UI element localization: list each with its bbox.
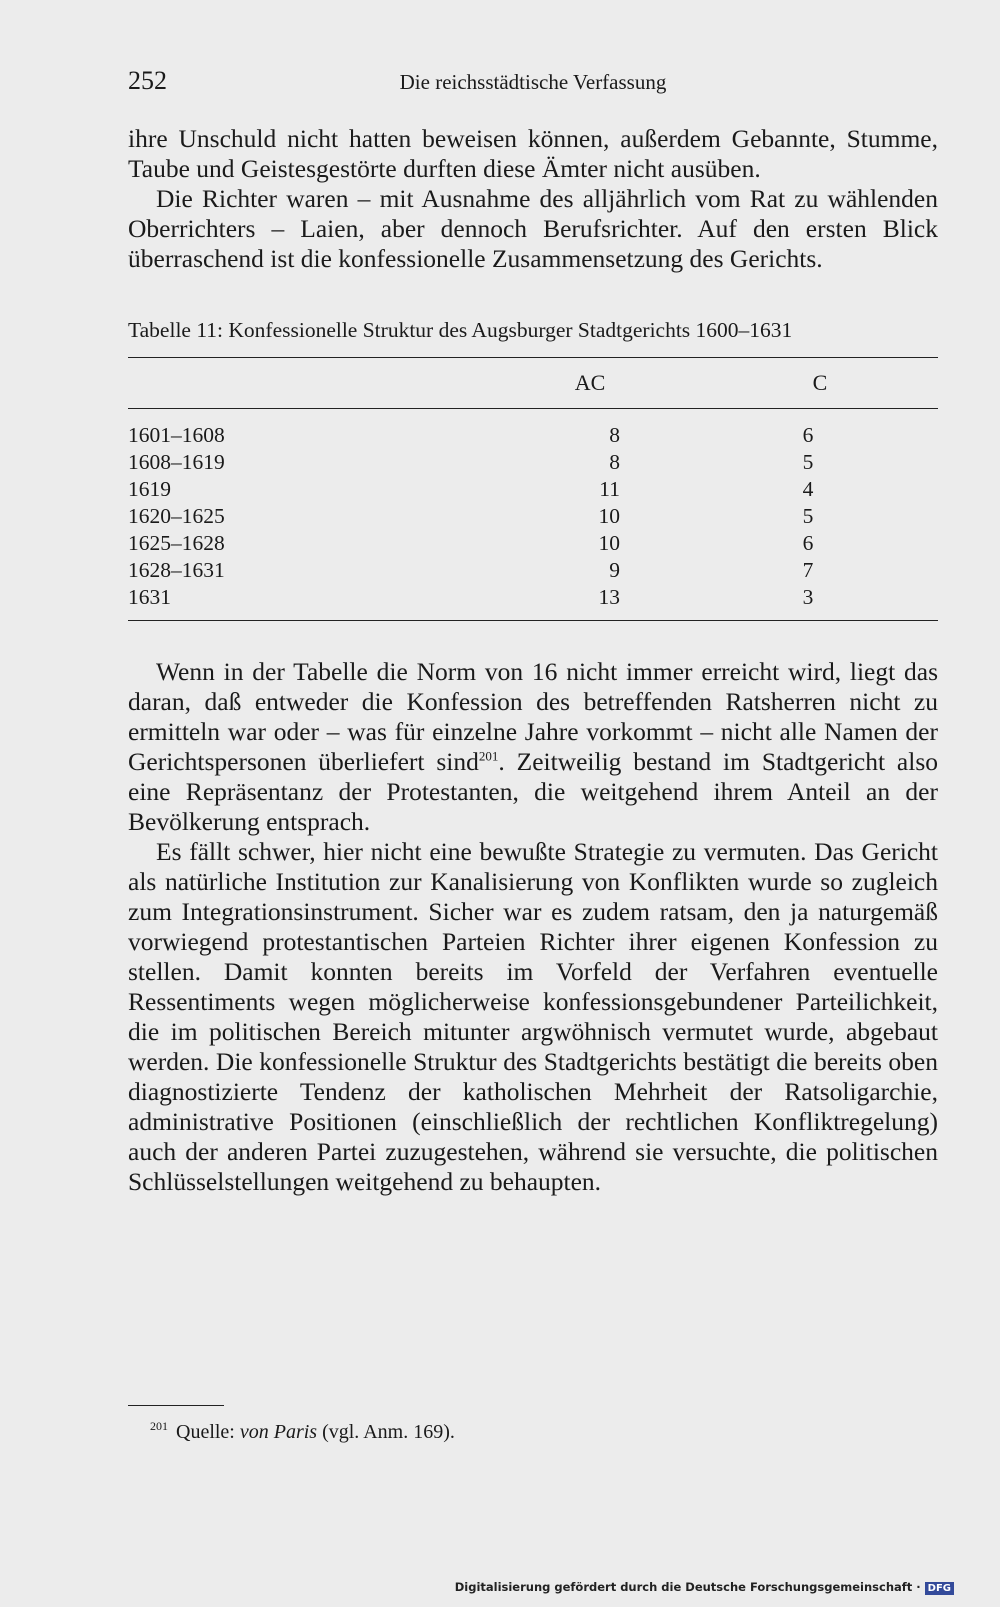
row-period: 1619 (128, 477, 171, 501)
footnote-italic: von Paris (239, 1421, 318, 1443)
footnote-divider (128, 1405, 224, 1406)
table-row (128, 477, 938, 504)
row-period: 1628–1631 (128, 558, 225, 582)
page-header (128, 66, 938, 100)
row-ac-value: 8 (609, 423, 620, 447)
paragraph: ihre Unschuld nicht hatten beweisen können, außerdem Gebannte, Stumme, Taube und Geistesgestörte durften diese Ämter nicht ausüben. (128, 124, 938, 183)
row-ac-value: 13 (598, 585, 620, 609)
paragraph: Die Richter waren – mit Ausnahme des alljährlich vom Rat zu wählenden Oberrichters – Laien, aber dennoch Berufsrichter. Auf den ersten Blick überraschend ist die konfessionelle Zusammensetzung des Gerichts. (128, 184, 938, 273)
table-rule-top (128, 357, 938, 358)
row-ac-value: 10 (598, 531, 620, 555)
page-number: 252 (128, 66, 167, 95)
row-c-value: 3 (802, 585, 814, 609)
footnote (150, 1421, 455, 1444)
footnote-reference: 201 (478, 748, 499, 764)
digitization-credit (455, 1580, 954, 1595)
paragraph (128, 657, 938, 837)
table-row (128, 423, 938, 450)
table-row (128, 558, 938, 585)
text-block-bottom (128, 657, 938, 1197)
running-head: Die reichsstädtische Verfassung (399, 70, 667, 94)
row-ac-value: 11 (599, 477, 620, 501)
row-c-value: 5 (802, 450, 814, 474)
table-caption: Tabelle 11: Konfessionelle Struktur des Augsburger Stadtgerichts 1600–1631 (128, 318, 793, 342)
column-header-ac: AC (574, 370, 606, 395)
table-rule-bottom (128, 620, 938, 621)
table-row (128, 450, 938, 477)
row-c-value: 6 (802, 423, 814, 447)
row-period: 1620–1625 (128, 504, 225, 528)
credit-text: Digitalisierung gefördert durch die Deutsche Forschungsgemeinschaft · (454, 1580, 921, 1594)
table-row (128, 585, 938, 612)
paragraph-text: Wenn in der Tabelle die Norm von 16 nicht immer erreicht wird, liegt das daran, daß entweder die Konfession des betreffenden Ratsherren nicht zu ermitteln war oder – was für einzelne Jahre vorkommt – nicht alle Namen der Gerichtspersonen überliefert sind (128, 657, 938, 776)
row-ac-value: 8 (609, 450, 620, 474)
table-row (128, 504, 938, 531)
row-c-value: 6 (802, 531, 814, 555)
table-row (128, 531, 938, 558)
row-c-value: 4 (802, 477, 814, 501)
text-block-top (128, 124, 938, 274)
row-ac-value: 10 (598, 504, 620, 528)
row-ac-value: 9 (609, 558, 620, 582)
row-period: 1608–1619 (128, 450, 225, 474)
row-c-value: 5 (802, 504, 814, 528)
table-body (128, 423, 938, 612)
column-header-c: C (812, 370, 828, 395)
row-period: 1601–1608 (128, 423, 225, 447)
footnote-lead: Quelle: (176, 1421, 240, 1443)
row-c-value: 7 (802, 558, 814, 582)
footnote-rest: (vgl. Anm. 169). (317, 1421, 455, 1443)
paragraph-text: . Zeitweilig bestand im Stadtgericht also eine Repräsentanz der Protestanten, die weitgehend ihrem Anteil an der Bevölkerung entsprach. (128, 747, 938, 836)
dfg-logo: DFG (925, 1582, 954, 1595)
row-period: 1625–1628 (128, 531, 225, 555)
footnote-number: 201 (150, 1419, 168, 1434)
table-rule-mid (128, 408, 938, 409)
paragraph: Es fällt schwer, hier nicht eine bewußte Strategie zu vermuten. Das Gericht als natürliche Institution zur Kanalisierung von Konflikten wurde so zugleich zum Integrationsinstrument. Sicher war es zudem ratsam, den ja naturgemäß vorwiegend protestantischen Parteien Richter ihrer eigenen Konfession zu stellen. Damit konnten bereits im Vorfeld der Verfahren eventuelle Ressentiments wegen möglicherweise konfessionsgebundener Parteilichkeit, die im politischen Bereich mitunter argwöhnisch vermutet wurde, abgebaut werden. Die konfessionelle Struktur des Stadtgerichts bestätigt die bereits oben diagnostizierte Tendenz der katholischen Mehrheit der Ratsoligarchie, administrative Positionen (einschließlich der rechtlichen Konfliktregelung) auch der anderen Partei zuzugestehen, während sie versuchte, die politischen Schlüsselstellungen weitgehend zu behaupten. (128, 837, 938, 1196)
row-period: 1631 (128, 585, 171, 609)
